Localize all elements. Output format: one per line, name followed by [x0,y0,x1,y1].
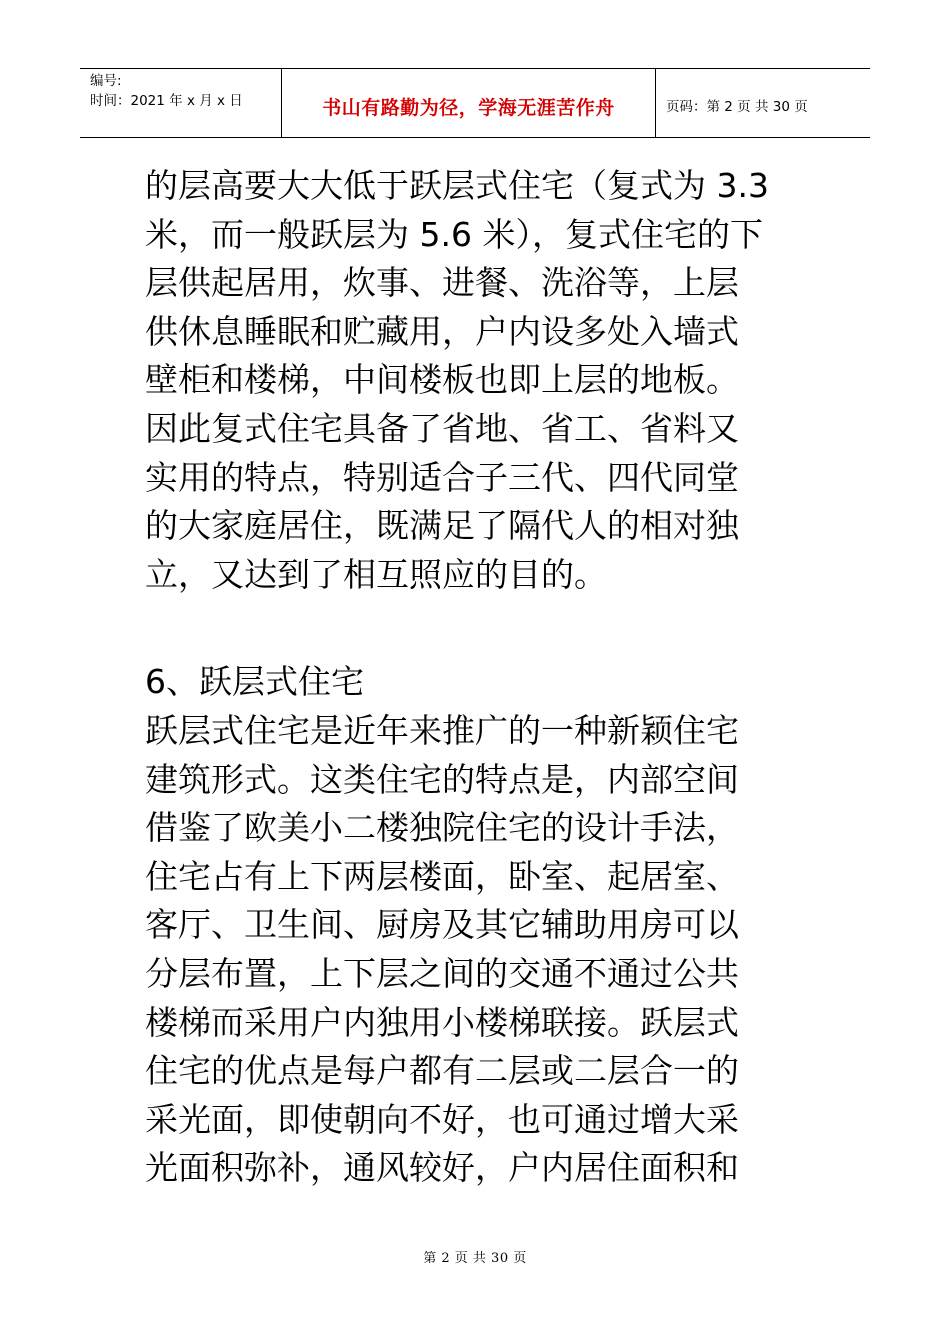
header-page-info: 页码：第 2 页 共 30 页 [666,99,808,115]
text-line: 住宅的优点是每户都有二层或二层合一的 [145,1051,739,1091]
header-motto: 书山有路勤为径，学海无涯苦作舟 [322,96,615,119]
body-paragraph-1 [145,162,825,599]
text-line: 层供起居用，炊事、进餐、洗浴等，上层 [145,263,739,303]
text-line: 壁柜和楼梯，中间楼板也即上层的地板。 [145,360,739,400]
text-line: 光面积弥补，通风较好，户内居住面积和 [145,1148,739,1188]
text-line: 楼梯而采用户内独用小楼梯联接。跃层式 [145,1002,739,1042]
document-header [80,68,870,138]
document-date: 时间：2021 年 x 月 x 日 [90,93,243,109]
document-number-label: 编号: [90,73,122,89]
header-meta-cell [80,69,282,137]
text-line: 供休息睡眠和贮藏用，户内设多处入墙式 [145,311,739,351]
text-line: 实用的特点，特别适合子三代、四代同堂 [145,457,739,497]
text-line: 采光面，即使朝向不好，也可通过增大采 [145,1099,739,1139]
text-line: 的大家庭居住，既满足了隔代人的相对独 [145,506,739,546]
section-heading: 6、跃层式住宅 [145,662,364,701]
text-line: 建筑形式。这类住宅的特点是，内部空间 [145,759,739,799]
text-line: 借鉴了欧美小二楼独院住宅的设计手法， [145,808,739,848]
text-line: 的层高要大大低于跃层式住宅（复式为 3.3 [145,166,769,205]
body-paragraph-2 [145,707,825,1193]
text-line: 立，又达到了相互照应的目的。 [145,554,607,594]
text-line: 米，而一般跃层为 5.6 米），复式住宅的下 [145,214,763,254]
page-footer: 第 2 页 共 30 页 [423,1251,527,1266]
text-line: 客厅、卫生间、厨房及其它辅助用房可以 [145,905,739,945]
text-line: 因此复式住宅具备了省地、省工、省料又 [145,408,739,448]
header-motto-cell [282,69,656,137]
header-page-cell [656,69,870,137]
text-line: 分层布置，上下层之间的交通不通过公共 [145,953,739,993]
text-line: 跃层式住宅是近年来推广的一种新颖住宅 [145,711,739,750]
text-line: 住宅占有上下两层楼面，卧室、起居室、 [145,856,739,896]
